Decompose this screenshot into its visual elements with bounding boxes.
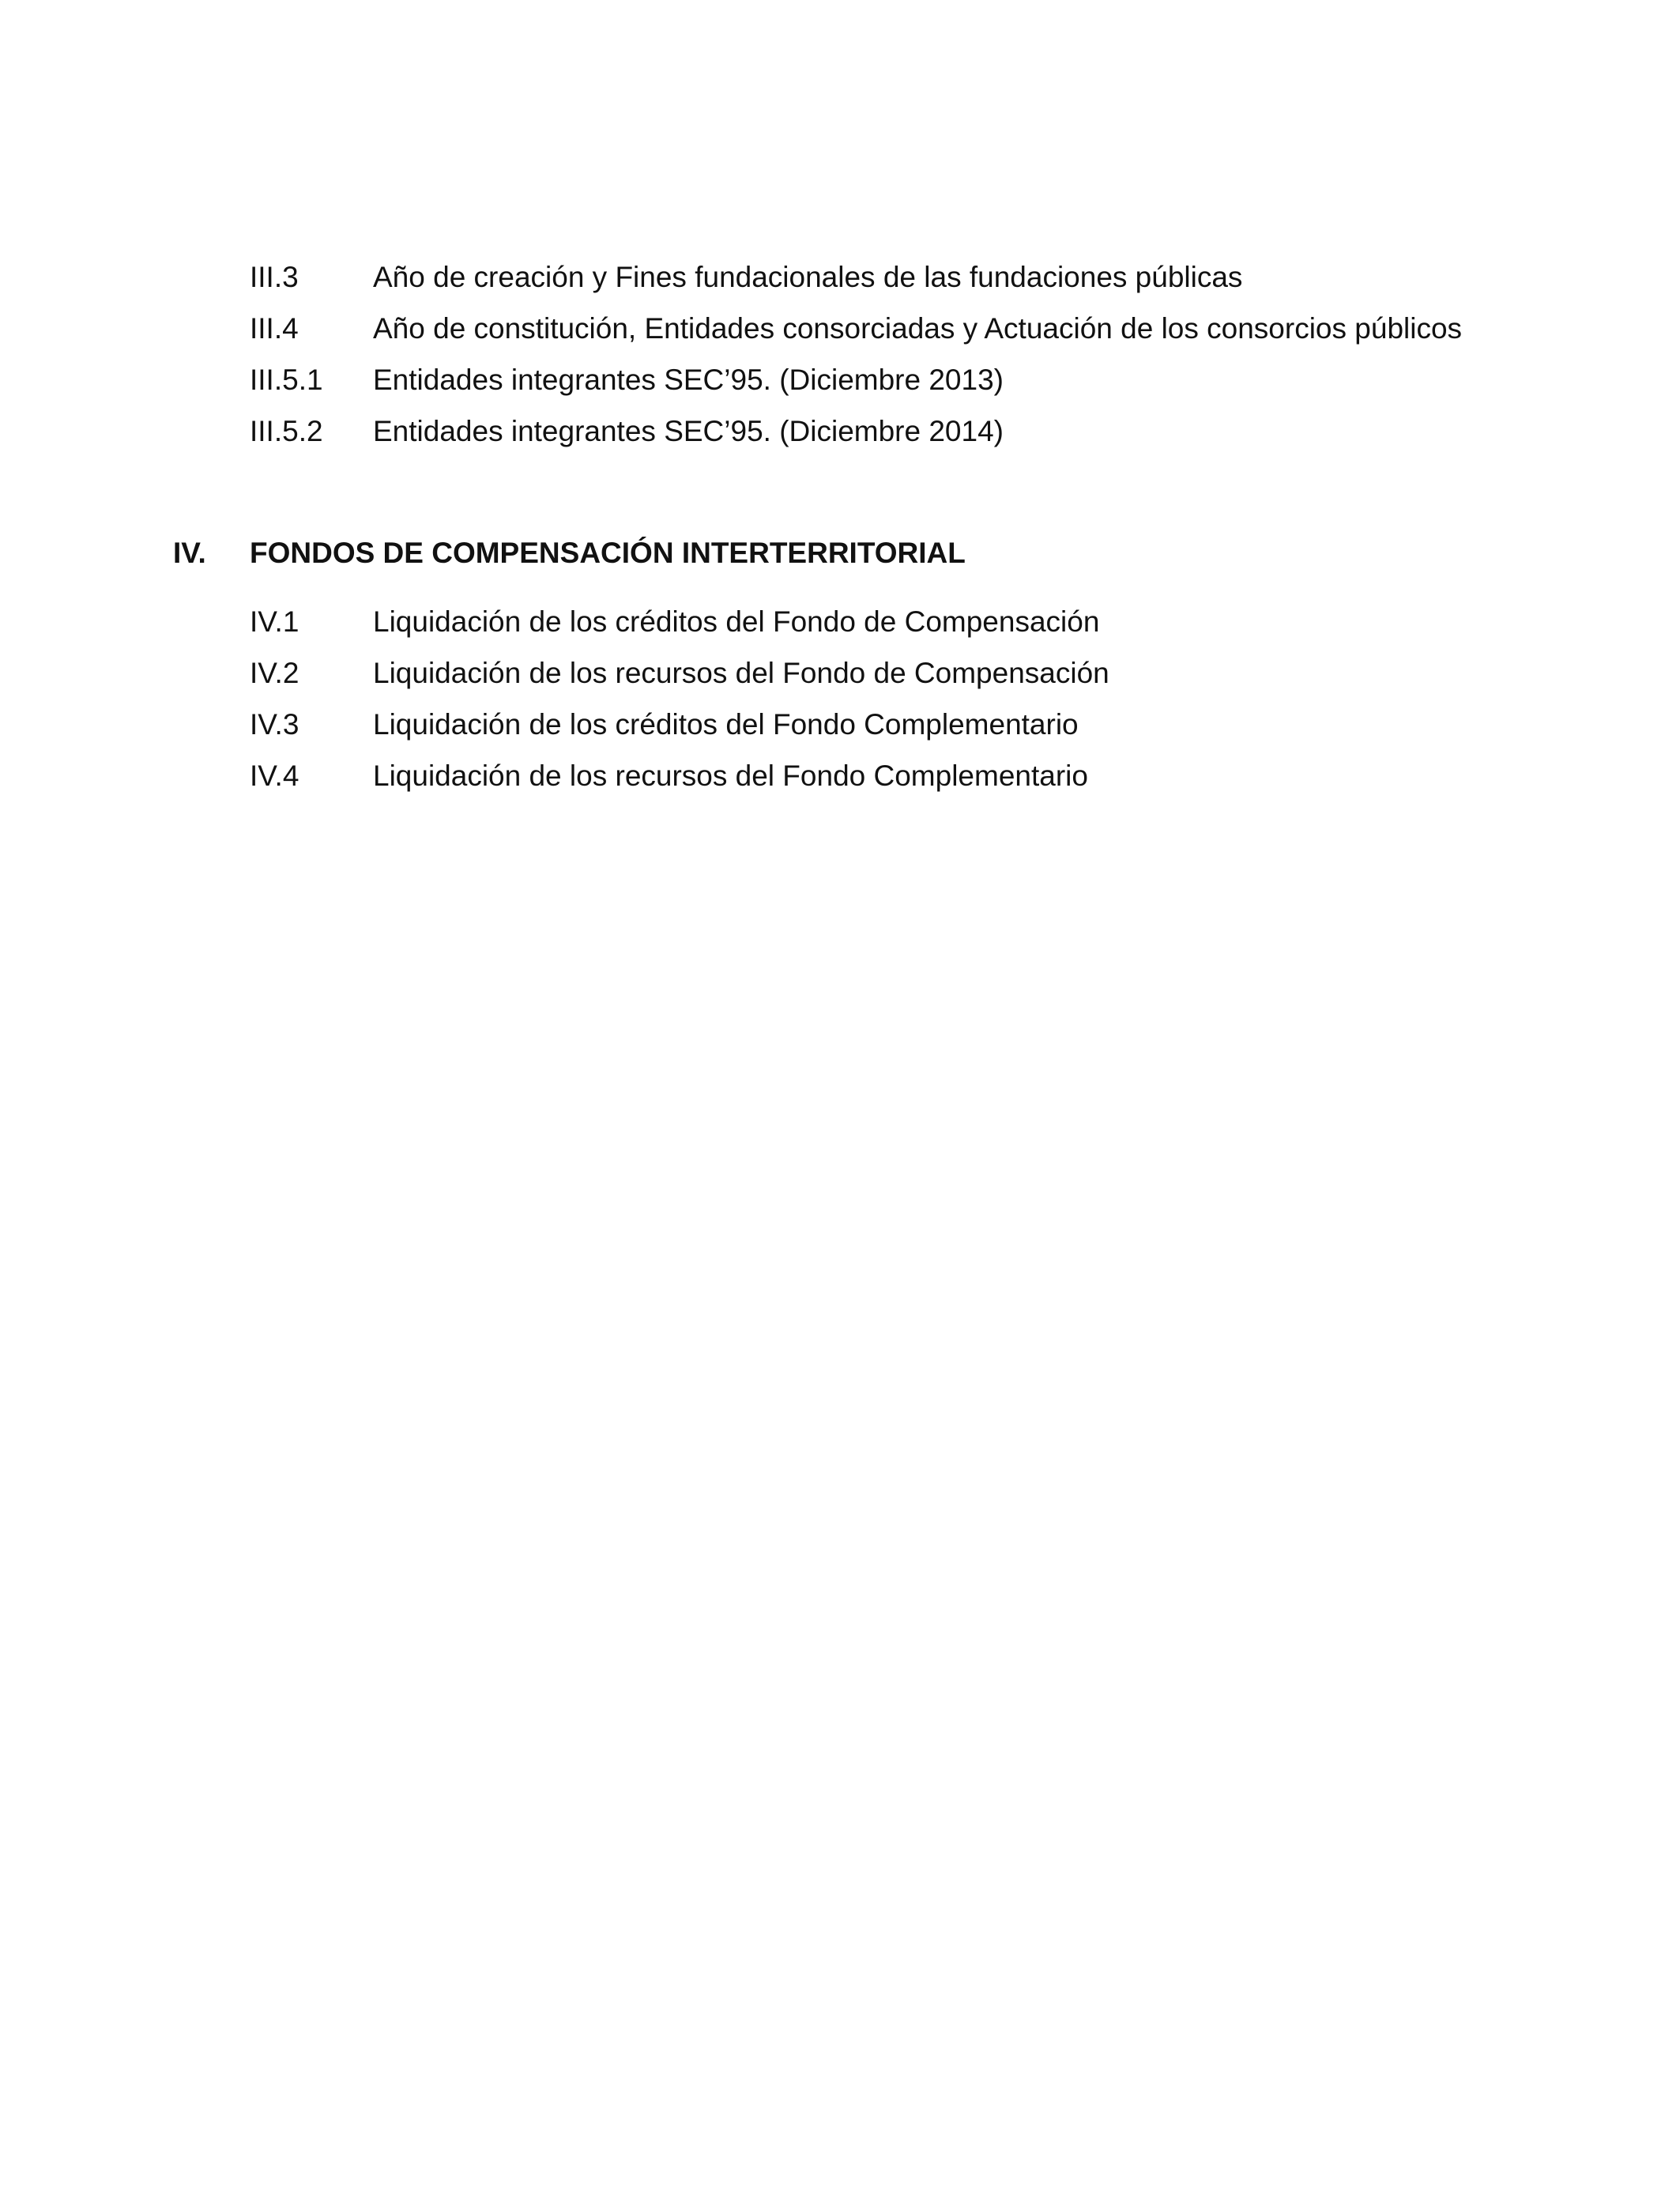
toc-entry-iv-4 [0,750,1680,801]
section-iv [0,526,1680,581]
toc-entry-code: IV.3 [250,708,299,741]
toc-entry-iii-5-1 [0,354,1680,405]
toc-entry-code: III.4 [250,312,299,345]
toc-entry-code: IV.2 [250,657,299,689]
toc-entry-label: Liquidación de los recursos del Fondo Complementario [373,760,1088,792]
toc-entry-code: IV.1 [250,605,299,638]
toc-entry-code: III.3 [250,261,299,293]
toc-entry-code: IV.4 [250,760,299,792]
toc-entry-label: Liquidación de los créditos del Fondo Complementario [373,708,1079,741]
section-title: FONDOS DE COMPENSACIÓN INTERTERRITORIAL [250,537,966,569]
section-iv-list [0,596,1680,801]
toc-entry-label: Entidades integrantes SEC’95. (Diciembre 2014) [373,415,1004,447]
toc-entry-label: Liquidación de los créditos del Fondo de Compensación [373,605,1100,638]
toc-entry-iii-3 [0,251,1680,303]
toc-entry-code: III.5.1 [250,364,323,396]
toc-entry-iii-5-2 [0,405,1680,457]
section-iii-list [0,251,1680,457]
toc-entry-label: Año de constitución, Entidades consorciadas y Actuación de los consorcios públicos [373,312,1463,345]
section-heading [0,526,1680,581]
toc-entry-label: Liquidación de los recursos del Fondo de Compensación [373,657,1109,689]
toc-entry-iv-2 [0,647,1680,699]
toc-entry-label: Entidades integrantes SEC’95. (Diciembre 2013) [373,364,1004,396]
toc-entry-code: III.5.2 [250,415,323,447]
section-number: IV. [173,537,206,569]
toc-entry-iv-3 [0,699,1680,750]
toc-entry-iv-1 [0,596,1680,647]
toc-entry-iii-4 [0,303,1680,354]
toc-entry-label: Año de creación y Fines fundacionales de las fundaciones públicas [373,261,1243,293]
